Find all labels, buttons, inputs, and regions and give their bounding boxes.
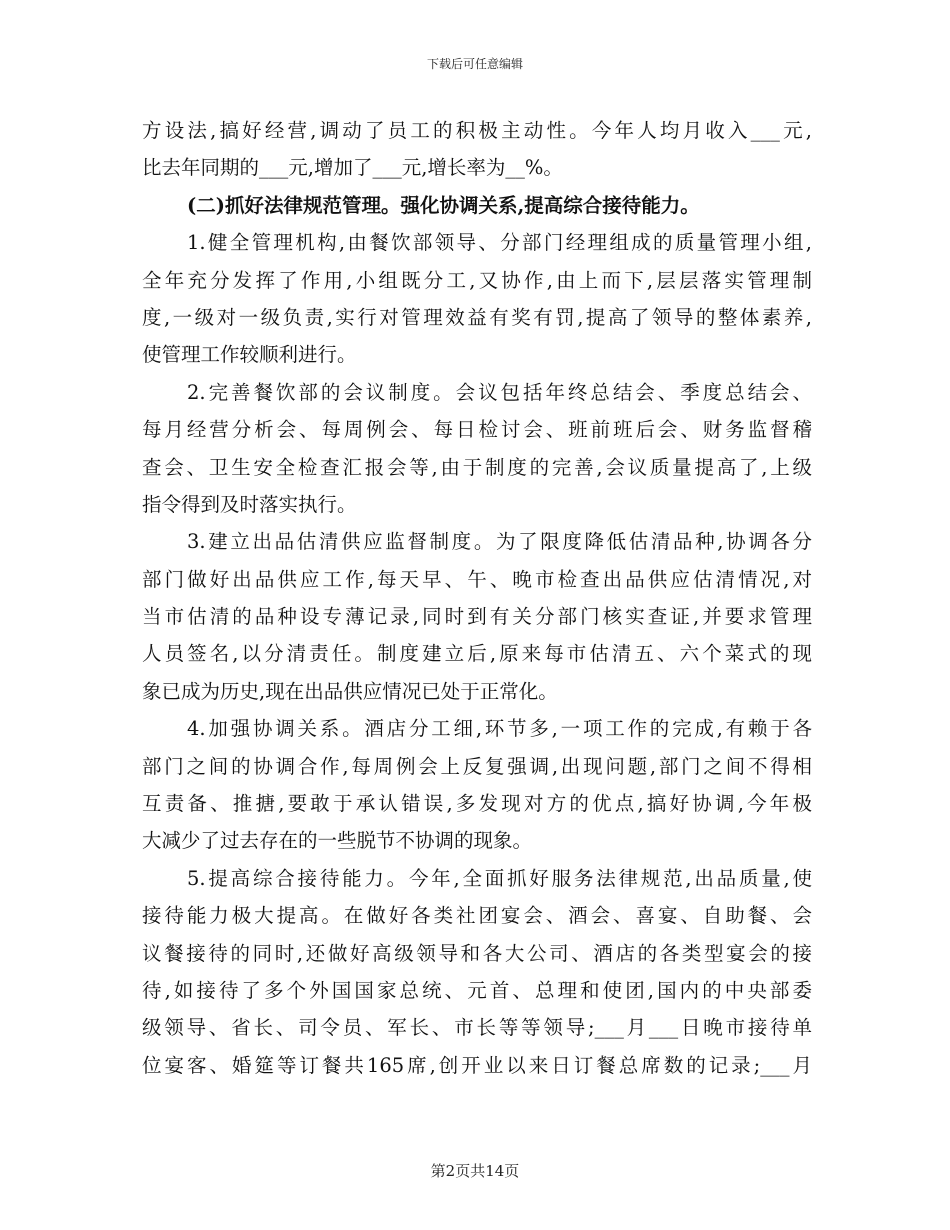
- paragraph-line: 4.加强协调关系。酒店分工细,环节多,一项工作的完成,有赖于各: [187, 717, 812, 741]
- paragraph-line: 接待能力极大提高。在做好各类社团宴会、酒会、喜宴、自助餐、会: [142, 904, 812, 928]
- paragraph-line: 议餐接待的同时,还做好高级领导和各大公司、酒店的各类型宴会的接: [142, 941, 812, 965]
- paragraph-line: 人员签名,以分清责任。制度建立后,原来每市估清五、六个菜式的现: [142, 642, 812, 666]
- paragraph-line: 当市估清的品种设专薄记录,同时到有关分部门核实查证,并要求管理: [142, 605, 812, 629]
- paragraph-line: 位宴客、婚筵等订餐共165席,创开业以来日订餐总席数的记录;___月: [142, 1053, 812, 1077]
- document-body: [142, 112, 812, 1084]
- paragraph-line: 待,如接待了多个外国国家总统、元首、总理和使团,国内的中央部委: [142, 978, 812, 1002]
- paragraph-line: 全年充分发挥了作用,小组既分工,又协作,由上而下,层层落实管理制: [142, 268, 812, 292]
- page-header: 下载后可任意编辑: [426, 57, 523, 71]
- paragraph-line: 比去年同期的___元,增加了___元,增长率为__%。: [142, 156, 563, 180]
- paragraph-line: 方设法,搞好经营,调动了员工的积极主动性。今年人均月收入___元,: [142, 119, 812, 142]
- paragraph-line: 指令得到及时落实执行。: [142, 492, 357, 516]
- paragraph-line: 象已成为历史,现在出品供应情况已处于正常化。: [142, 679, 558, 703]
- paragraph-line: 5.提高综合接待能力。今年,全面抓好服务法律规范,出品质量,使: [187, 866, 812, 890]
- page-number: 第2页共14页: [430, 1162, 520, 1180]
- paragraph-line: 2.完善餐饮部的会议制度。会议包括年终总结会、季度总结会、: [187, 380, 812, 404]
- paragraph-line: 部门做好出品供应工作,每天早、午、晚市检查出品供应估清情况,对: [142, 567, 812, 591]
- paragraph-line: 互责备、推搪,要敢于承认错误,多发现对方的优点,搞好协调,今年极: [142, 792, 812, 816]
- paragraph-line: 每月经营分析会、每周例会、每日检讨会、班前班后会、财务监督稽: [142, 418, 812, 442]
- paragraph-line: 3.建立出品估清供应监督制度。为了限度降低估清品种,协调各分: [187, 530, 812, 554]
- paragraph-line: 查会、卫生安全检查汇报会等,由于制度的完善,会议质量提高了,上级: [142, 455, 812, 479]
- paragraph-line: 度,一级对一级负责,实行对管理效益有奖有罚,提高了领导的整体素养,: [142, 305, 812, 329]
- paragraph-line: 使管理工作较顺利进行。: [142, 343, 357, 367]
- paragraph-line: 级领导、省长、司令员、军长、市长等等领导;___月___日晚市接待单: [142, 1016, 812, 1040]
- section-heading: (二)抓好法律规范管理。强化协调关系,提高综合接待能力。: [187, 193, 700, 217]
- paragraph-line: 部门之间的协调合作,每周例会上反复强调,出现问题,部门之间不得相: [142, 754, 812, 778]
- paragraph-line: 大减少了过去存在的一些脱节不协调的现象。: [142, 829, 533, 853]
- paragraph-line: 1.健全管理机构,由餐饮部领导、分部门经理组成的质量管理小组,: [187, 231, 812, 255]
